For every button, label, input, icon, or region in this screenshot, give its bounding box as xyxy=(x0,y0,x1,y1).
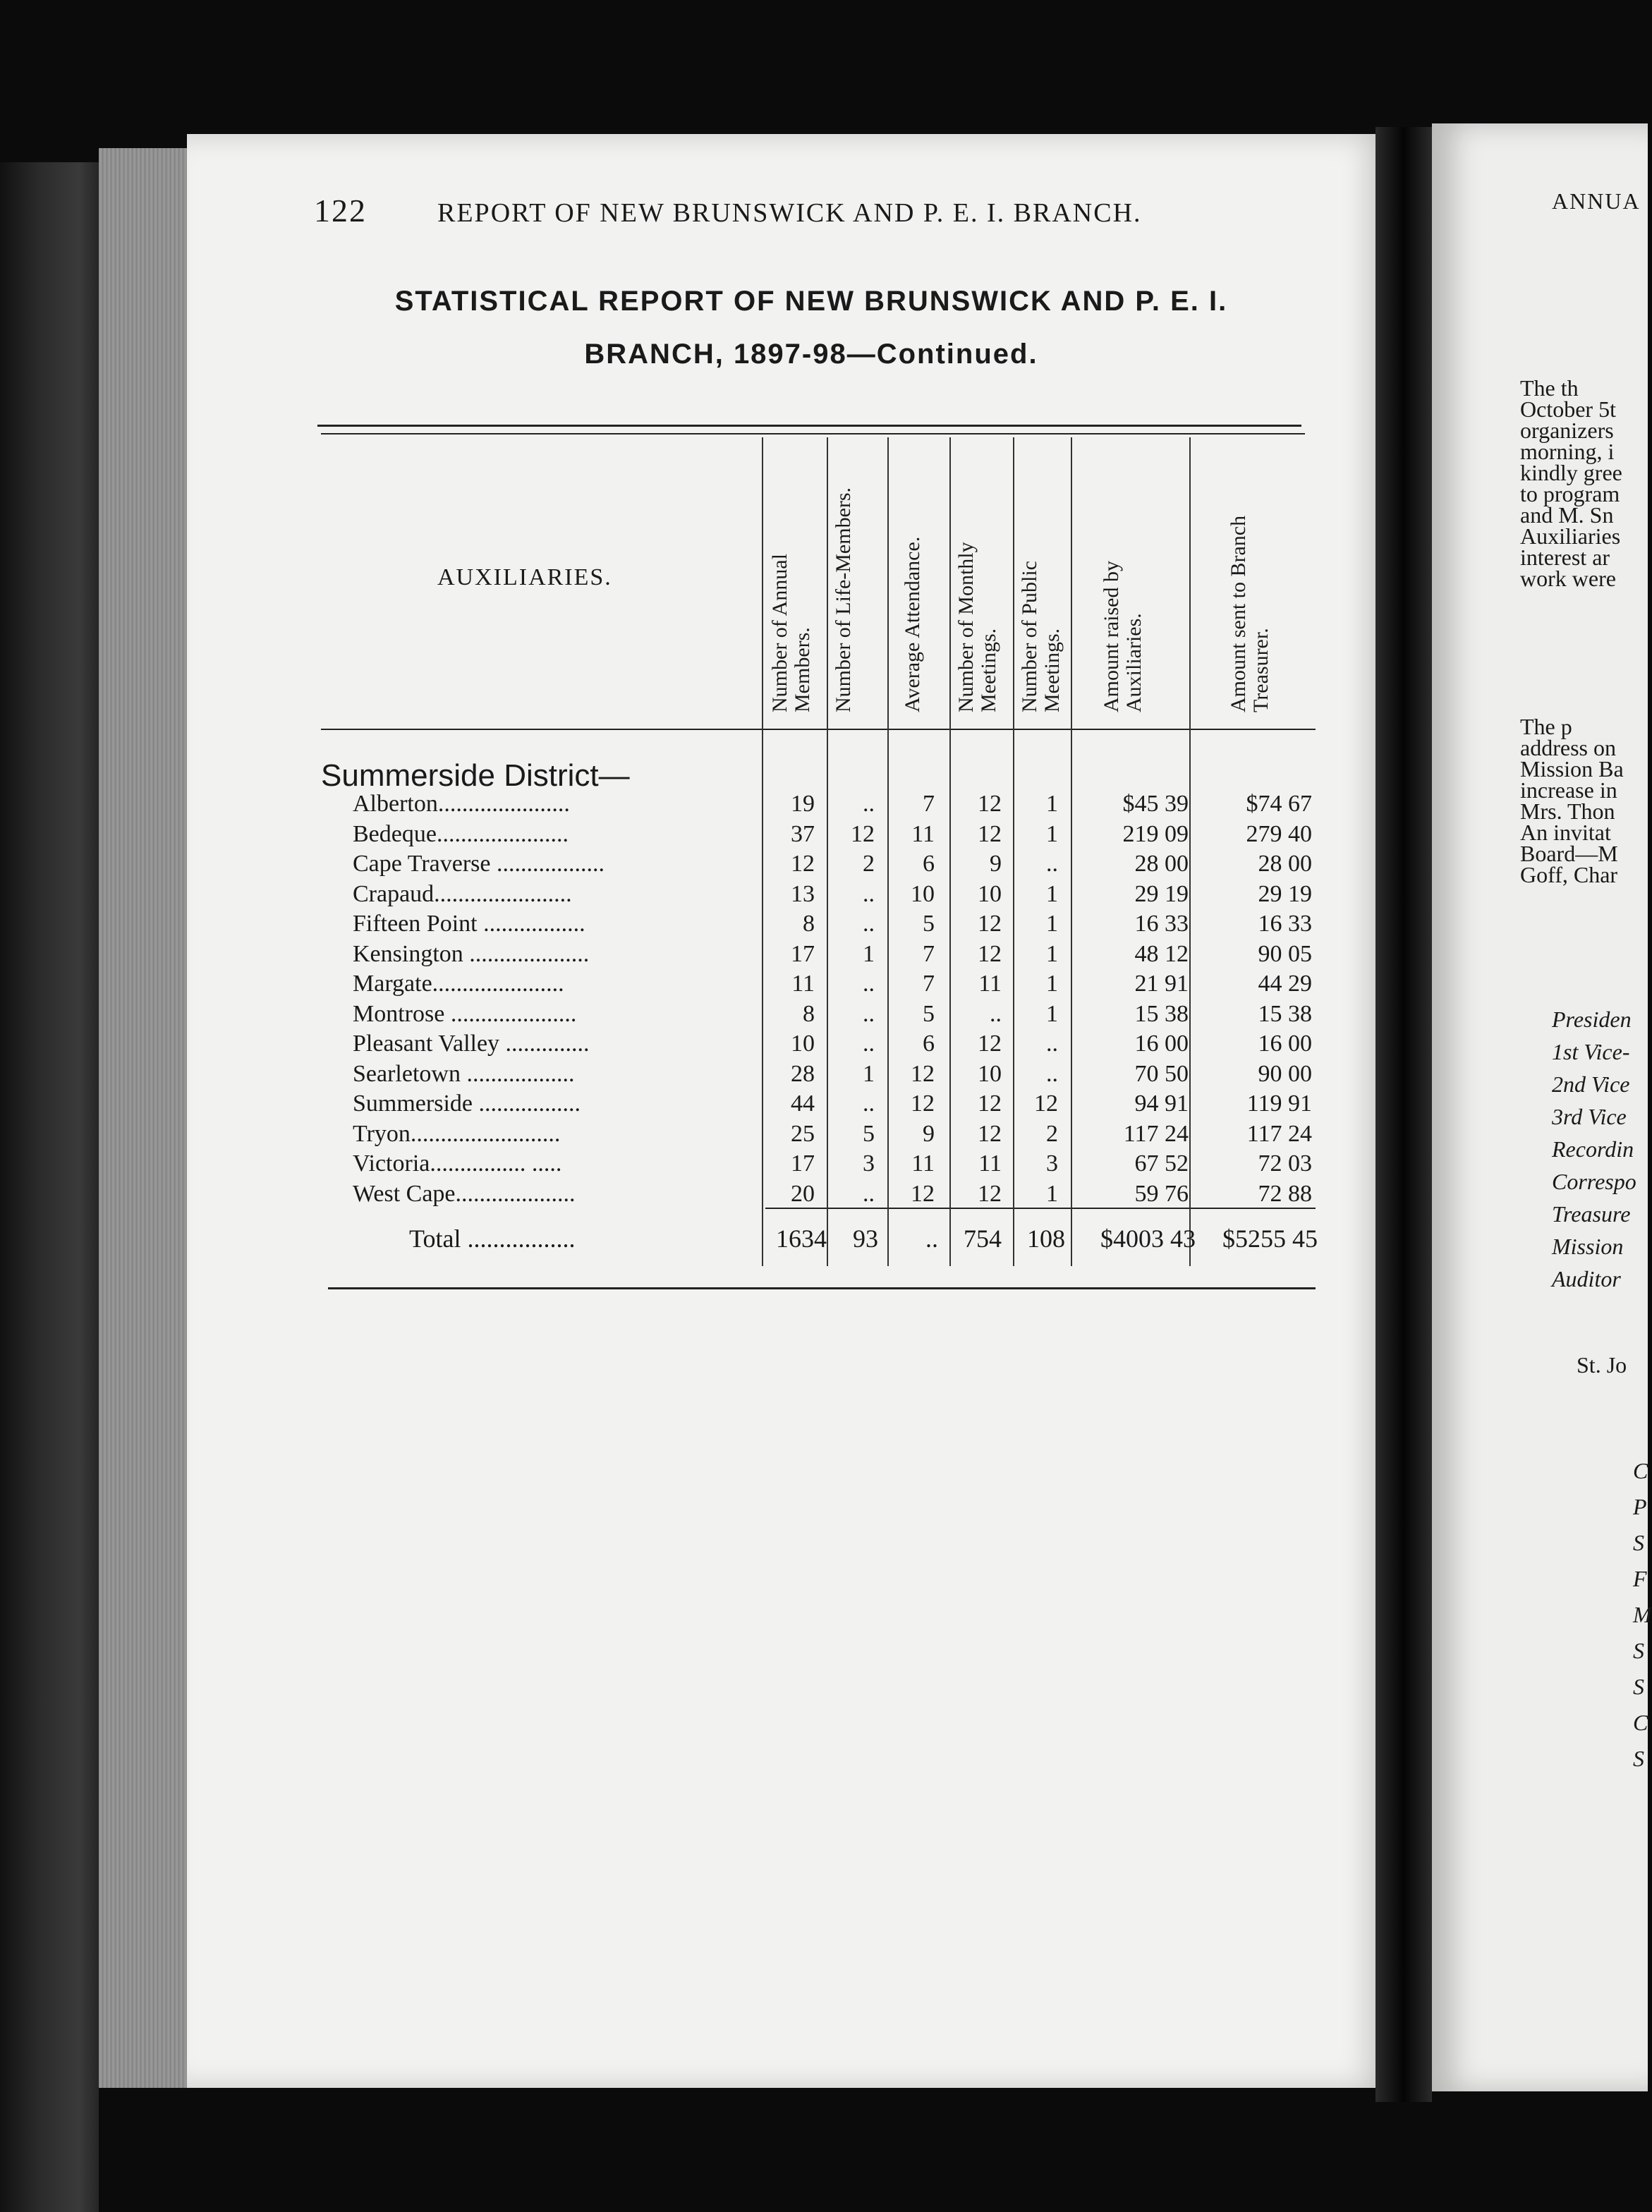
cell-annual: 10 xyxy=(791,1031,815,1057)
cell-monthly: 11 xyxy=(978,971,1002,997)
total-annual: 1634 xyxy=(776,1224,827,1253)
row-name: Bedeque...................... xyxy=(353,820,569,847)
cell-sent: 117 24 xyxy=(1246,1120,1312,1147)
total-monthly: 754 xyxy=(964,1224,1002,1253)
report-title-line-2: BRANCH, 1897-98—Continued. xyxy=(584,339,1038,370)
cell-annual: 17 xyxy=(791,940,815,967)
cell-attendance: 9 xyxy=(923,1120,935,1147)
row-name: Margate...................... xyxy=(353,971,564,997)
cell-monthly: 12 xyxy=(978,911,1002,937)
running-head: REPORT OF NEW BRUNSWICK AND P. E. I. BRANCH. xyxy=(437,198,1142,228)
cell-public: 3 xyxy=(1046,1150,1058,1177)
col-amount-sent: Amount sent to Branch Treasurer. xyxy=(1227,515,1273,712)
cell-attendance: 12 xyxy=(911,1090,935,1117)
officers-line: 2nd Vice xyxy=(1552,1071,1630,1097)
paragraph2-line: Goff, Char xyxy=(1520,862,1618,887)
cell-raised: 29 19 xyxy=(1134,880,1189,907)
right-place-name: St. Jo xyxy=(1577,1352,1627,1378)
cell-life: 2 xyxy=(863,851,875,877)
cell-life: .. xyxy=(863,1090,875,1117)
paragraph2-line: address on xyxy=(1520,735,1616,760)
cell-monthly: 12 xyxy=(978,1090,1002,1117)
paragraph2-line: increase in xyxy=(1520,777,1617,803)
cell-annual: 25 xyxy=(791,1120,815,1147)
paragraph1-line: to program xyxy=(1520,481,1620,506)
paragraph2-line: An invitat xyxy=(1520,820,1611,845)
cell-sent: 16 00 xyxy=(1258,1031,1312,1057)
cell-attendance: 5 xyxy=(923,911,935,937)
cell-sent: 72 03 xyxy=(1258,1150,1312,1177)
total-label: Total ................. xyxy=(409,1224,576,1253)
district-heading: Summerside District— xyxy=(321,758,630,793)
cell-monthly: 9 xyxy=(990,851,1002,877)
col-amount-raised: Amount raised by Auxiliaries. xyxy=(1100,561,1146,712)
cell-monthly: 12 xyxy=(978,820,1002,847)
paragraph1-line: October 5t xyxy=(1520,396,1616,422)
cell-public: 1 xyxy=(1046,971,1058,997)
cell-raised: 219 09 xyxy=(1122,820,1189,847)
cell-monthly: 12 xyxy=(978,1180,1002,1207)
initials-line: C xyxy=(1633,1710,1648,1735)
total-public: 108 xyxy=(1027,1224,1065,1253)
book-page-edges xyxy=(99,148,190,2088)
paragraph2-line: The p xyxy=(1520,714,1572,739)
cell-raised: $45 39 xyxy=(1122,791,1189,817)
cell-life: .. xyxy=(863,1000,875,1027)
cell-monthly: 10 xyxy=(978,880,1002,907)
initials-line: S xyxy=(1633,1674,1644,1699)
cell-attendance: 6 xyxy=(923,851,935,877)
officers-line: Recordin xyxy=(1552,1136,1634,1162)
cell-annual: 19 xyxy=(791,791,815,817)
cell-annual: 17 xyxy=(791,1150,815,1177)
right-page xyxy=(1432,123,1652,2091)
cell-raised: 59 76 xyxy=(1134,1180,1189,1207)
cell-annual: 44 xyxy=(791,1090,815,1117)
total-attendance: .. xyxy=(925,1224,938,1253)
initials-line: S xyxy=(1633,1638,1644,1663)
paragraph1-line: morning, i xyxy=(1520,439,1615,464)
cell-raised: 16 00 xyxy=(1134,1031,1189,1057)
row-name: Montrose ..................... xyxy=(353,1000,577,1027)
officers-line: Mission xyxy=(1552,1234,1624,1259)
cell-life: .. xyxy=(863,1180,875,1207)
row-name: Fifteen Point ................. xyxy=(353,911,585,937)
cell-public: .. xyxy=(1046,851,1058,877)
officers-line: Presiden xyxy=(1552,1007,1632,1032)
table-bottom-rule xyxy=(328,1287,1316,1289)
paragraph1-line: organizers xyxy=(1520,418,1614,443)
col-annual-members: Number of Annual Members. xyxy=(768,554,814,712)
cell-public: 1 xyxy=(1046,911,1058,937)
cell-monthly: 12 xyxy=(978,791,1002,817)
officers-line: 3rd Vice xyxy=(1552,1104,1627,1129)
cell-life: .. xyxy=(863,880,875,907)
row-name: Searletown .................. xyxy=(353,1060,575,1087)
cell-annual: 28 xyxy=(791,1060,815,1087)
cell-public: 1 xyxy=(1046,940,1058,967)
cell-annual: 8 xyxy=(803,1000,815,1027)
cell-attendance: 11 xyxy=(911,1150,935,1177)
total-raised: $4003 43 xyxy=(1100,1224,1196,1253)
cell-public: .. xyxy=(1046,1031,1058,1057)
cell-annual: 20 xyxy=(791,1180,815,1207)
paragraph1-line: Auxiliaries xyxy=(1520,523,1621,549)
cell-raised: 48 12 xyxy=(1134,940,1189,967)
cell-life: .. xyxy=(863,791,875,817)
cell-monthly: 12 xyxy=(978,1031,1002,1057)
cell-attendance: 7 xyxy=(923,791,935,817)
initials-line: P xyxy=(1633,1494,1647,1519)
cell-raised: 67 52 xyxy=(1134,1150,1189,1177)
cell-public: .. xyxy=(1046,1060,1058,1087)
row-name: Alberton...................... xyxy=(353,791,570,817)
cell-attendance: 12 xyxy=(911,1180,935,1207)
cell-sent: 90 00 xyxy=(1258,1060,1312,1087)
paragraph2-line: Mission Ba xyxy=(1520,756,1624,782)
initials-line: C xyxy=(1633,1458,1648,1483)
cell-sent: 119 91 xyxy=(1246,1090,1312,1117)
cell-attendance: 10 xyxy=(911,880,935,907)
row-name: Crapaud....................... xyxy=(353,880,572,907)
cell-life: 1 xyxy=(863,940,875,967)
cell-annual: 13 xyxy=(791,880,815,907)
cell-annual: 37 xyxy=(791,820,815,847)
paragraph1-line: kindly gree xyxy=(1520,460,1622,485)
cell-monthly: .. xyxy=(990,1000,1002,1027)
initials-line: S xyxy=(1633,1530,1644,1555)
col-average-attendance: Average Attendance. xyxy=(901,536,924,712)
initials-line: M xyxy=(1633,1602,1652,1627)
cell-life: 12 xyxy=(851,820,875,847)
col-public-meetings: Number of Public Meetings. xyxy=(1018,561,1064,712)
auxiliaries-header: AUXILIARIES. xyxy=(437,564,612,590)
cell-monthly: 10 xyxy=(978,1060,1002,1087)
cell-attendance: 6 xyxy=(923,1031,935,1057)
table-top-rule xyxy=(317,425,1301,427)
cell-life: .. xyxy=(863,911,875,937)
paragraph2-line: Board—M xyxy=(1520,841,1618,866)
cell-sent: 28 00 xyxy=(1258,851,1312,877)
right-running-head: ANNUA xyxy=(1552,188,1641,214)
paragraph2-line: Mrs. Thon xyxy=(1520,798,1615,824)
row-name: Pleasant Valley .............. xyxy=(353,1031,590,1057)
cell-life: 1 xyxy=(863,1060,875,1087)
cell-public: 12 xyxy=(1034,1090,1058,1117)
row-name: Kensington .................... xyxy=(353,940,590,967)
cell-annual: 8 xyxy=(803,911,815,937)
cell-monthly: 12 xyxy=(978,1120,1002,1147)
officers-line: 1st Vice- xyxy=(1552,1039,1630,1064)
row-name: Summerside ................. xyxy=(353,1090,581,1117)
column-rule xyxy=(1189,437,1191,1266)
paragraph1-line: The th xyxy=(1520,375,1579,401)
cell-sent: 90 05 xyxy=(1258,940,1312,967)
cell-sent: 29 19 xyxy=(1258,880,1312,907)
row-name: Victoria................ ..... xyxy=(353,1150,562,1177)
cell-life: .. xyxy=(863,971,875,997)
cell-public: 1 xyxy=(1046,820,1058,847)
cell-sent: 279 40 xyxy=(1246,820,1312,847)
table-top-rule-2 xyxy=(321,433,1305,435)
cell-raised: 117 24 xyxy=(1123,1120,1189,1147)
cell-raised: 15 38 xyxy=(1134,1000,1189,1027)
paragraph1-line: work were xyxy=(1520,566,1616,591)
cell-raised: 28 00 xyxy=(1134,851,1189,877)
header-bottom-rule xyxy=(321,729,1316,730)
row-name: West Cape.................... xyxy=(353,1180,576,1207)
cell-public: 1 xyxy=(1046,1180,1058,1207)
cell-annual: 12 xyxy=(791,851,815,877)
cell-public: 1 xyxy=(1046,880,1058,907)
col-life-members: Number of Life-Members. xyxy=(832,487,855,712)
cell-public: 1 xyxy=(1046,1000,1058,1027)
cell-monthly: 11 xyxy=(978,1150,1002,1177)
row-name: Tryon......................... xyxy=(353,1120,561,1147)
total-life: 93 xyxy=(853,1224,878,1253)
cell-raised: 16 33 xyxy=(1134,911,1189,937)
book-gutter xyxy=(1375,127,1432,2102)
cell-attendance: 11 xyxy=(911,820,935,847)
cell-sent: 15 38 xyxy=(1258,1000,1312,1027)
cell-public: 2 xyxy=(1046,1120,1058,1147)
page-number: 122 xyxy=(314,193,367,229)
cell-life: .. xyxy=(863,1031,875,1057)
cell-attendance: 7 xyxy=(923,971,935,997)
cell-attendance: 12 xyxy=(911,1060,935,1087)
total-sent: $5255 45 xyxy=(1222,1224,1318,1253)
officers-line: Correspo xyxy=(1552,1169,1636,1194)
officers-line: Treasure xyxy=(1552,1201,1631,1227)
cell-monthly: 12 xyxy=(978,940,1002,967)
initials-line: F xyxy=(1633,1566,1647,1591)
cell-sent: 44 29 xyxy=(1258,971,1312,997)
initials-line: S xyxy=(1633,1746,1644,1771)
book-edge-dark xyxy=(0,162,99,2212)
cell-attendance: 5 xyxy=(923,1000,935,1027)
cell-life: 5 xyxy=(863,1120,875,1147)
cell-public: 1 xyxy=(1046,791,1058,817)
officers-line: Auditor xyxy=(1552,1266,1621,1292)
cell-raised: 21 91 xyxy=(1134,971,1189,997)
paragraph1-line: interest ar xyxy=(1520,545,1610,570)
cell-sent: $74 67 xyxy=(1246,791,1312,817)
cell-annual: 11 xyxy=(791,971,815,997)
row-name: Cape Traverse .................. xyxy=(353,851,605,877)
paragraph1-line: and M. Sn xyxy=(1520,502,1614,528)
cell-raised: 94 91 xyxy=(1134,1090,1189,1117)
cell-sent: 16 33 xyxy=(1258,911,1312,937)
cell-sent: 72 88 xyxy=(1258,1180,1312,1207)
cell-attendance: 7 xyxy=(923,940,935,967)
cell-raised: 70 50 xyxy=(1134,1060,1189,1087)
cell-life: 3 xyxy=(863,1150,875,1177)
report-title-line-1: STATISTICAL REPORT OF NEW BRUNSWICK AND P. E. I. xyxy=(394,286,1228,317)
column-rule xyxy=(1071,437,1072,1266)
col-monthly-meetings: Number of Monthly Meetings. xyxy=(954,542,1000,712)
